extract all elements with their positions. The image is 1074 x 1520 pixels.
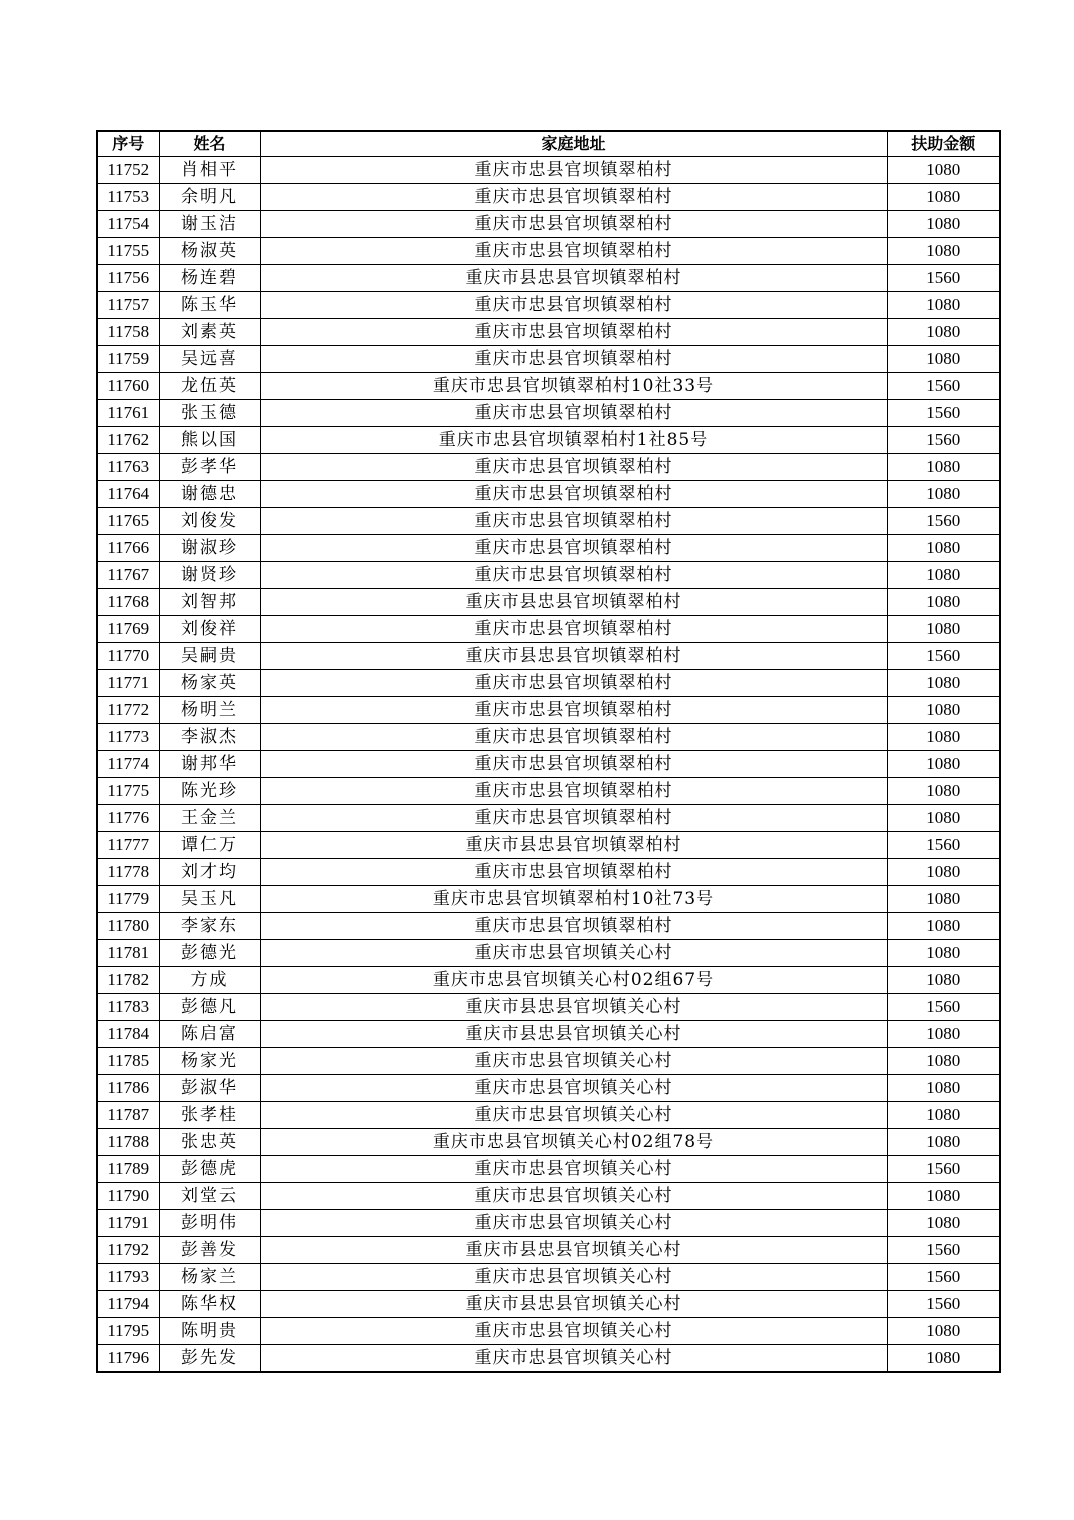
row-serial: 11785 bbox=[97, 1048, 159, 1075]
row-amount: 1080 bbox=[887, 940, 1000, 967]
row-address: 重庆市忠县官坝镇翠柏村 bbox=[260, 697, 887, 724]
row-serial: 11768 bbox=[97, 589, 159, 616]
row-serial: 11764 bbox=[97, 481, 159, 508]
table-row bbox=[97, 1210, 1000, 1237]
row-amount: 1080 bbox=[887, 589, 1000, 616]
row-amount: 1080 bbox=[887, 616, 1000, 643]
row-name: 彭德凡 bbox=[159, 994, 260, 1021]
row-serial: 11783 bbox=[97, 994, 159, 1021]
row-amount: 1560 bbox=[887, 1237, 1000, 1264]
row-address: 重庆市忠县官坝镇翠柏村 bbox=[260, 778, 887, 805]
row-serial: 11752 bbox=[97, 157, 159, 184]
table-row bbox=[97, 967, 1000, 994]
row-serial: 11755 bbox=[97, 238, 159, 265]
row-amount: 1080 bbox=[887, 292, 1000, 319]
row-address: 重庆市忠县官坝镇翠柏村 bbox=[260, 751, 887, 778]
row-serial: 11787 bbox=[97, 1102, 159, 1129]
row-amount: 1080 bbox=[887, 1183, 1000, 1210]
header-serial: 序号 bbox=[97, 131, 159, 157]
row-amount: 1080 bbox=[887, 886, 1000, 913]
table-row bbox=[97, 913, 1000, 940]
row-address: 重庆市县忠县官坝镇关心村 bbox=[260, 1237, 887, 1264]
table-row bbox=[97, 643, 1000, 670]
row-amount: 1080 bbox=[887, 454, 1000, 481]
row-serial: 11769 bbox=[97, 616, 159, 643]
row-amount: 1080 bbox=[887, 562, 1000, 589]
row-amount: 1080 bbox=[887, 1021, 1000, 1048]
row-name: 陈明贵 bbox=[159, 1318, 260, 1345]
row-name: 张孝桂 bbox=[159, 1102, 260, 1129]
header-amount: 扶助金额 bbox=[887, 131, 1000, 157]
row-name: 彭德光 bbox=[159, 940, 260, 967]
row-amount: 1080 bbox=[887, 1345, 1000, 1373]
table-row bbox=[97, 1237, 1000, 1264]
row-name: 彭善发 bbox=[159, 1237, 260, 1264]
row-amount: 1080 bbox=[887, 1129, 1000, 1156]
row-address: 重庆市忠县官坝镇翠柏村 bbox=[260, 562, 887, 589]
row-serial: 11791 bbox=[97, 1210, 159, 1237]
row-amount: 1080 bbox=[887, 157, 1000, 184]
row-serial: 11774 bbox=[97, 751, 159, 778]
row-name: 杨家光 bbox=[159, 1048, 260, 1075]
table-row bbox=[97, 994, 1000, 1021]
row-address: 重庆市忠县官坝镇翠柏村 bbox=[260, 184, 887, 211]
row-serial: 11757 bbox=[97, 292, 159, 319]
row-amount: 1080 bbox=[887, 1075, 1000, 1102]
row-amount: 1080 bbox=[887, 1318, 1000, 1345]
row-address: 重庆市忠县官坝镇翠柏村 bbox=[260, 238, 887, 265]
row-name: 谢淑珍 bbox=[159, 535, 260, 562]
row-serial: 11788 bbox=[97, 1129, 159, 1156]
table-row bbox=[97, 400, 1000, 427]
row-name: 杨淑英 bbox=[159, 238, 260, 265]
row-amount: 1560 bbox=[887, 427, 1000, 454]
row-address: 重庆市忠县官坝镇翠柏村10社73号 bbox=[260, 886, 887, 913]
row-address: 重庆市忠县官坝镇翠柏村 bbox=[260, 670, 887, 697]
row-name: 刘才均 bbox=[159, 859, 260, 886]
row-address: 重庆市忠县官坝镇关心村 bbox=[260, 1264, 887, 1291]
row-address: 重庆市县忠县官坝镇关心村 bbox=[260, 1021, 887, 1048]
row-amount: 1560 bbox=[887, 373, 1000, 400]
table-row bbox=[97, 751, 1000, 778]
row-serial: 11780 bbox=[97, 913, 159, 940]
row-serial: 11776 bbox=[97, 805, 159, 832]
row-serial: 11773 bbox=[97, 724, 159, 751]
table-row bbox=[97, 697, 1000, 724]
table-row bbox=[97, 940, 1000, 967]
row-name: 张玉德 bbox=[159, 400, 260, 427]
row-amount: 1080 bbox=[887, 697, 1000, 724]
row-address: 重庆市忠县官坝镇关心村02组67号 bbox=[260, 967, 887, 994]
row-serial: 11759 bbox=[97, 346, 159, 373]
row-serial: 11784 bbox=[97, 1021, 159, 1048]
table-row bbox=[97, 886, 1000, 913]
row-name: 吴玉凡 bbox=[159, 886, 260, 913]
row-serial: 11763 bbox=[97, 454, 159, 481]
row-address: 重庆市忠县官坝镇关心村 bbox=[260, 1318, 887, 1345]
header-name: 姓名 bbox=[159, 131, 260, 157]
row-name: 彭孝华 bbox=[159, 454, 260, 481]
row-amount: 1080 bbox=[887, 535, 1000, 562]
row-name: 谢玉洁 bbox=[159, 211, 260, 238]
header-row bbox=[97, 131, 1000, 157]
row-name: 刘素英 bbox=[159, 319, 260, 346]
table-row bbox=[97, 454, 1000, 481]
row-serial: 11792 bbox=[97, 1237, 159, 1264]
row-amount: 1080 bbox=[887, 751, 1000, 778]
row-amount: 1080 bbox=[887, 1102, 1000, 1129]
row-name: 彭德虎 bbox=[159, 1156, 260, 1183]
header-address: 家庭地址 bbox=[260, 131, 887, 157]
row-amount: 1080 bbox=[887, 211, 1000, 238]
row-serial: 11753 bbox=[97, 184, 159, 211]
row-serial: 11771 bbox=[97, 670, 159, 697]
row-address: 重庆市忠县官坝镇关心村 bbox=[260, 1048, 887, 1075]
row-address: 重庆市忠县官坝镇关心村 bbox=[260, 1210, 887, 1237]
row-address: 重庆市忠县官坝镇关心村 bbox=[260, 1075, 887, 1102]
row-name: 彭先发 bbox=[159, 1345, 260, 1373]
row-name: 吴远喜 bbox=[159, 346, 260, 373]
row-name: 谭仁万 bbox=[159, 832, 260, 859]
row-name: 彭明伟 bbox=[159, 1210, 260, 1237]
table-row bbox=[97, 616, 1000, 643]
row-serial: 11789 bbox=[97, 1156, 159, 1183]
row-name: 杨明兰 bbox=[159, 697, 260, 724]
table-row bbox=[97, 589, 1000, 616]
row-serial: 11794 bbox=[97, 1291, 159, 1318]
table-row bbox=[97, 670, 1000, 697]
row-serial: 11781 bbox=[97, 940, 159, 967]
table-row bbox=[97, 1156, 1000, 1183]
row-address: 重庆市忠县官坝镇翠柏村 bbox=[260, 859, 887, 886]
table-row bbox=[97, 805, 1000, 832]
row-address: 重庆市忠县官坝镇翠柏村 bbox=[260, 535, 887, 562]
row-amount: 1080 bbox=[887, 238, 1000, 265]
table-row bbox=[97, 1129, 1000, 1156]
row-name: 刘俊祥 bbox=[159, 616, 260, 643]
row-address: 重庆市忠县官坝镇关心村 bbox=[260, 1156, 887, 1183]
row-address: 重庆市忠县官坝镇翠柏村 bbox=[260, 616, 887, 643]
table-row bbox=[97, 157, 1000, 184]
table-row bbox=[97, 724, 1000, 751]
table-row bbox=[97, 373, 1000, 400]
row-name: 彭淑华 bbox=[159, 1075, 260, 1102]
row-serial: 11756 bbox=[97, 265, 159, 292]
row-name: 肖相平 bbox=[159, 157, 260, 184]
row-amount: 1080 bbox=[887, 805, 1000, 832]
row-amount: 1080 bbox=[887, 319, 1000, 346]
table-row bbox=[97, 1021, 1000, 1048]
row-name: 陈光珍 bbox=[159, 778, 260, 805]
table-body bbox=[97, 157, 1000, 1373]
row-address: 重庆市忠县官坝镇翠柏村 bbox=[260, 481, 887, 508]
table-row bbox=[97, 427, 1000, 454]
row-serial: 11766 bbox=[97, 535, 159, 562]
row-name: 熊以国 bbox=[159, 427, 260, 454]
row-address: 重庆市忠县官坝镇翠柏村 bbox=[260, 157, 887, 184]
row-address: 重庆市忠县官坝镇翠柏村 bbox=[260, 400, 887, 427]
row-name: 谢邦华 bbox=[159, 751, 260, 778]
table-header bbox=[97, 131, 1000, 157]
row-address: 重庆市忠县官坝镇翠柏村 bbox=[260, 346, 887, 373]
assistance-table bbox=[96, 130, 1001, 1373]
row-name: 刘智邦 bbox=[159, 589, 260, 616]
row-serial: 11775 bbox=[97, 778, 159, 805]
row-address: 重庆市忠县官坝镇翠柏村 bbox=[260, 724, 887, 751]
row-name: 谢贤珍 bbox=[159, 562, 260, 589]
row-amount: 1080 bbox=[887, 778, 1000, 805]
table-row bbox=[97, 238, 1000, 265]
row-amount: 1080 bbox=[887, 481, 1000, 508]
row-amount: 1080 bbox=[887, 670, 1000, 697]
row-amount: 1080 bbox=[887, 967, 1000, 994]
row-address: 重庆市忠县官坝镇翠柏村 bbox=[260, 913, 887, 940]
row-name: 谢德忠 bbox=[159, 481, 260, 508]
table-row bbox=[97, 1075, 1000, 1102]
row-address: 重庆市忠县官坝镇翠柏村 bbox=[260, 292, 887, 319]
row-serial: 11790 bbox=[97, 1183, 159, 1210]
row-address: 重庆市县忠县官坝镇翠柏村 bbox=[260, 643, 887, 670]
table-row bbox=[97, 1264, 1000, 1291]
row-serial: 11760 bbox=[97, 373, 159, 400]
row-address: 重庆市忠县官坝镇翠柏村1社85号 bbox=[260, 427, 887, 454]
row-name: 刘堂云 bbox=[159, 1183, 260, 1210]
row-amount: 1080 bbox=[887, 1210, 1000, 1237]
row-serial: 11779 bbox=[97, 886, 159, 913]
row-address: 重庆市忠县官坝镇关心村02组78号 bbox=[260, 1129, 887, 1156]
row-amount: 1560 bbox=[887, 508, 1000, 535]
row-serial: 11777 bbox=[97, 832, 159, 859]
row-amount: 1560 bbox=[887, 832, 1000, 859]
row-name: 王金兰 bbox=[159, 805, 260, 832]
row-address: 重庆市县忠县官坝镇翠柏村 bbox=[260, 265, 887, 292]
row-serial: 11795 bbox=[97, 1318, 159, 1345]
table-row bbox=[97, 562, 1000, 589]
row-amount: 1080 bbox=[887, 1048, 1000, 1075]
row-address: 重庆市忠县官坝镇翠柏村 bbox=[260, 319, 887, 346]
row-address: 重庆市县忠县官坝镇关心村 bbox=[260, 1291, 887, 1318]
row-address: 重庆市忠县官坝镇关心村 bbox=[260, 1345, 887, 1373]
row-name: 李淑杰 bbox=[159, 724, 260, 751]
row-amount: 1560 bbox=[887, 1291, 1000, 1318]
row-address: 重庆市县忠县官坝镇翠柏村 bbox=[260, 832, 887, 859]
row-amount: 1560 bbox=[887, 994, 1000, 1021]
row-serial: 11761 bbox=[97, 400, 159, 427]
table-row bbox=[97, 1345, 1000, 1373]
row-address: 重庆市忠县官坝镇翠柏村 bbox=[260, 508, 887, 535]
row-serial: 11786 bbox=[97, 1075, 159, 1102]
row-serial: 11770 bbox=[97, 643, 159, 670]
row-serial: 11793 bbox=[97, 1264, 159, 1291]
row-serial: 11762 bbox=[97, 427, 159, 454]
row-name: 杨连碧 bbox=[159, 265, 260, 292]
table-row bbox=[97, 1183, 1000, 1210]
row-amount: 1560 bbox=[887, 1264, 1000, 1291]
table-row bbox=[97, 319, 1000, 346]
row-name: 方成 bbox=[159, 967, 260, 994]
table-row bbox=[97, 1318, 1000, 1345]
row-name: 李家东 bbox=[159, 913, 260, 940]
table-row bbox=[97, 508, 1000, 535]
row-amount: 1560 bbox=[887, 643, 1000, 670]
row-address: 重庆市县忠县官坝镇关心村 bbox=[260, 994, 887, 1021]
table-row bbox=[97, 778, 1000, 805]
row-address: 重庆市忠县官坝镇关心村 bbox=[260, 1183, 887, 1210]
row-amount: 1080 bbox=[887, 859, 1000, 886]
row-name: 陈启富 bbox=[159, 1021, 260, 1048]
row-serial: 11796 bbox=[97, 1345, 159, 1373]
row-serial: 11767 bbox=[97, 562, 159, 589]
table-row bbox=[97, 832, 1000, 859]
row-amount: 1560 bbox=[887, 265, 1000, 292]
row-name: 吴嗣贵 bbox=[159, 643, 260, 670]
row-amount: 1560 bbox=[887, 1156, 1000, 1183]
row-serial: 11765 bbox=[97, 508, 159, 535]
row-name: 陈玉华 bbox=[159, 292, 260, 319]
table-row bbox=[97, 1291, 1000, 1318]
row-address: 重庆市忠县官坝镇翠柏村 bbox=[260, 454, 887, 481]
row-name: 杨家兰 bbox=[159, 1264, 260, 1291]
table-row bbox=[97, 481, 1000, 508]
table-row bbox=[97, 184, 1000, 211]
row-serial: 11782 bbox=[97, 967, 159, 994]
row-name: 龙伍英 bbox=[159, 373, 260, 400]
row-name: 刘俊发 bbox=[159, 508, 260, 535]
row-amount: 1560 bbox=[887, 400, 1000, 427]
row-serial: 11778 bbox=[97, 859, 159, 886]
row-serial: 11754 bbox=[97, 211, 159, 238]
row-address: 重庆市忠县官坝镇关心村 bbox=[260, 940, 887, 967]
table-row bbox=[97, 292, 1000, 319]
row-address: 重庆市忠县官坝镇翠柏村 bbox=[260, 805, 887, 832]
row-address: 重庆市忠县官坝镇翠柏村 bbox=[260, 211, 887, 238]
row-amount: 1080 bbox=[887, 346, 1000, 373]
table-row bbox=[97, 211, 1000, 238]
row-serial: 11758 bbox=[97, 319, 159, 346]
table-row bbox=[97, 265, 1000, 292]
row-name: 余明凡 bbox=[159, 184, 260, 211]
table-row bbox=[97, 1048, 1000, 1075]
table-row bbox=[97, 1102, 1000, 1129]
table-row bbox=[97, 346, 1000, 373]
row-name: 张忠英 bbox=[159, 1129, 260, 1156]
row-address: 重庆市忠县官坝镇翠柏村10社33号 bbox=[260, 373, 887, 400]
row-address: 重庆市县忠县官坝镇翠柏村 bbox=[260, 589, 887, 616]
table-row bbox=[97, 859, 1000, 886]
row-amount: 1080 bbox=[887, 724, 1000, 751]
row-name: 陈华权 bbox=[159, 1291, 260, 1318]
row-amount: 1080 bbox=[887, 913, 1000, 940]
row-amount: 1080 bbox=[887, 184, 1000, 211]
row-name: 杨家英 bbox=[159, 670, 260, 697]
row-serial: 11772 bbox=[97, 697, 159, 724]
table-row bbox=[97, 535, 1000, 562]
row-address: 重庆市忠县官坝镇关心村 bbox=[260, 1102, 887, 1129]
